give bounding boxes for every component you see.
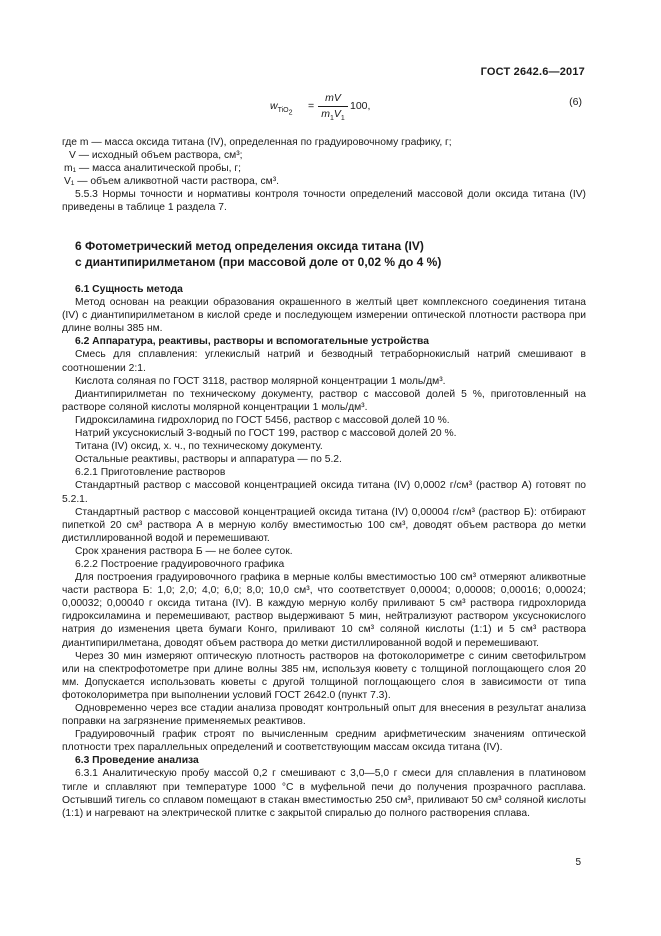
- paragraph: Кислота соляная по ГОСТ 3118, раствор молярной концентрации 1 моль/дм³.: [75, 375, 446, 387]
- fraction-bar: [318, 106, 348, 107]
- paragraph: Стандартный раствор с массовой концентрацией оксида титана (IV) 0,0002 г/см³ (раствор А) готовят по 5.2.1.: [62, 480, 586, 505]
- paragraph: Титана (IV) оксид, х. ч., по техническому документу.: [75, 441, 323, 453]
- paragraph-5-5-3: 5.5.3 Нормы точности и нормативы контроля точности определений массовой доли оксида титана (IV) приведены в таблице 1 раздела 7.: [62, 189, 586, 214]
- paragraph: Через 30 мин измеряют оптическую плотность растворов на фотоколориметре с синим светофильтром или на спектрофотометре при длине волны 385 нм, используя кювету с толщиной поглощающего слоя 20 мм. Допускается использовать кюветы с другой толщиной поглощающего слоя в зависимости от типа фотоколориметра при выполнении условий ГОСТ 2642.0 (пункт 7.3).: [62, 650, 586, 701]
- subsection-6-1-heading: 6.1 Сущность метода: [75, 284, 183, 295]
- formula-multiplier: 100,: [350, 100, 371, 112]
- equation-number: (6): [569, 96, 582, 108]
- formula-lhs: $w_{TiO_2}$: [270, 100, 293, 117]
- page-number: 5: [575, 857, 581, 868]
- where-line: m₁ — масса аналитической пробы, г;: [64, 163, 241, 175]
- paragraph: Остальные реактивы, растворы и аппаратура — по 5.2.: [75, 454, 342, 466]
- section-6-title-line2: с диантипирилметаном (при массовой доле от 0,02 % до 4 %): [75, 255, 442, 269]
- paragraph: Для построения градуировочного графика в мерные колбы вместимостью 100 см³ отмеряют аликвотные части раствора Б: 1,0; 2,0; 4,0; 6,0; 8,0; 10,0 см³, что соответствует 0,00004; 0,00008; 0,00016; 0,00024; 0,00032; 0,00040 г оксида титана (IV). В каждую мерную колбу приливают 5 см³ раствора гидрохлорида гидроксиламина и перемешивают, раствор выдерживают 5 мин, нейтрализуют раствором уксуснокислого натрия до изменения цвета бумаги Конго, приливают 10 см³ соляной кислоты (1:1) и 5 см³ раствора диантипирилметана, доводят объем раствора до метки дистиллированной водой и перемешивают.: [62, 572, 586, 649]
- formula-fraction: [318, 92, 348, 125]
- paragraph: Метод основан на реакции образования окрашенного в желтый цвет комплексного соединения титана (IV) с диантипирилметаном в кислой среде и последующем измерении оптической плотности раствора при длине волны 385 нм.: [62, 297, 586, 335]
- where-line: V — исходный объем раствора, см³;: [69, 150, 243, 162]
- subsection-6-2-heading: 6.2 Аппаратура, реактивы, растворы и вспомогательные устройства: [75, 336, 429, 348]
- paragraph: Смесь для сплавления: углекислый натрий и безводный тетраборнокислый натрий смешивают в соотношении 2:1.: [62, 349, 586, 374]
- where-line: V₁ — объем аликвотной части раствора, см³.: [64, 176, 279, 188]
- subsubsection-heading: 6.2.1 Приготовление растворов: [75, 467, 226, 479]
- paragraph: Срок хранения раствора Б — не более суток.: [75, 545, 293, 557]
- formula-numerator: mV: [325, 92, 341, 104]
- where-legend: [62, 136, 586, 215]
- formula-equals: =: [308, 100, 315, 112]
- paragraph: Градуировочный график строят по вычисленным средним арифметическим значениям оптической плотности трех параллельных определений и соответствующим массам оксида титана (IV).: [62, 729, 586, 754]
- document-id: ГОСТ 2642.6—2017: [480, 66, 585, 78]
- paragraph: Одновременно через все стадии анализа проводят контрольный опыт для внесения в результат анализа поправки на загрязнение применяемых реактивов.: [62, 703, 586, 728]
- section-6-body: [62, 283, 586, 820]
- subsubsection-heading: 6.2.2 Построение градуировочного графика: [75, 558, 285, 570]
- paragraph: Диантипирилметан по техническому документу, раствор с массовой долей 5 %, приготовленный на растворе соляной кислоты молярной концентрации 1 моль/дм³.: [62, 388, 586, 413]
- where-line: где m — масса оксида титана (IV), определенная по градуировочному графику, г;: [62, 137, 452, 148]
- paragraph: Гидроксиламина гидрохлорид по ГОСТ 5456, раствор с массовой долей 10 %.: [75, 414, 450, 426]
- formula-denominator: $m_1V_1$: [321, 108, 345, 123]
- subsection-6-3-heading: 6.3 Проведение анализа: [75, 755, 199, 767]
- paragraph: 6.3.1 Аналитическую пробу массой 0,2 г смешивают с 3,0—5,0 г смеси для сплавления в платиновом тигле и сплавляют при температуре 1000 °С в муфельной печи до получения прозрачного расплава. Остывший тигель со сплавом помещают в стакан вместимостью 250 см³, приливают 50 см³ соляной кислоты (1:1) и нагревают на электрической плитке с закрытой спиралью до полного растворения сплава.: [62, 768, 586, 819]
- paragraph: Стандартный раствор с массовой концентрацией оксида титана (IV) 0,00004 г/см³ (раствор Б): отбирают пипеткой 20 см³ раствора А в мерную колбу вместимостью 100 см³, доводят объем раствора до метки дистиллированной водой и перемешивают.: [62, 506, 586, 544]
- section-6-title-line1: 6 Фотометрический метод определения оксида титана (IV): [75, 239, 424, 253]
- section-6-title: [75, 238, 595, 270]
- paragraph: Натрий уксуснокислый 3-водный по ГОСТ 199, раствор с массовой долей 20 %.: [75, 428, 457, 440]
